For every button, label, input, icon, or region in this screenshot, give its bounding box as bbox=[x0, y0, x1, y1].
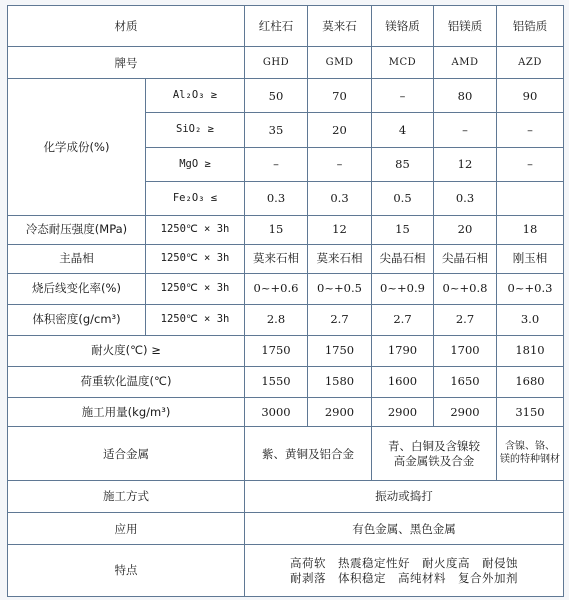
table-cell: 0.3 bbox=[308, 181, 372, 215]
table-cell: 1810 bbox=[497, 335, 564, 366]
composition-label: 化学成份(%) bbox=[8, 79, 146, 215]
table-cell: 0~+0.3 bbox=[497, 273, 564, 304]
table-cell: 1790 bbox=[372, 335, 434, 366]
table-cell: 1650 bbox=[434, 366, 497, 397]
table-cell: 1750 bbox=[308, 335, 372, 366]
metals-label: 适合金属 bbox=[8, 427, 245, 481]
table-cell: – bbox=[308, 147, 372, 181]
row-grade bbox=[8, 47, 564, 79]
metals-group-line: 青、白铜及含镍较 bbox=[388, 439, 480, 454]
metals-group-line: 高金属铁及合金 bbox=[393, 453, 475, 468]
table-cell: 2900 bbox=[308, 397, 372, 427]
thermal-label: 荷重软化温度(℃) bbox=[8, 366, 245, 397]
table-cell: 15 bbox=[245, 215, 308, 244]
property-label: 主晶相 bbox=[8, 244, 146, 273]
features-line: 高荷软 热震稳定性好 耐火度高 耐侵蚀 bbox=[290, 556, 518, 571]
features-value bbox=[245, 545, 564, 597]
table-cell: 20 bbox=[434, 215, 497, 244]
table-cell: 0.5 bbox=[372, 181, 434, 215]
thermal-label: 施工用量(kg/m³) bbox=[8, 397, 245, 427]
row-features bbox=[8, 545, 564, 597]
table-cell: 0.3 bbox=[434, 181, 497, 215]
material-name: 铝锆质 bbox=[497, 6, 564, 47]
table-cell: 50 bbox=[245, 79, 308, 113]
grade-label: 牌号 bbox=[8, 47, 245, 79]
property-label: 冷态耐压强度(MPa) bbox=[8, 215, 146, 244]
table-cell: – bbox=[372, 79, 434, 113]
table-cell: 80 bbox=[434, 79, 497, 113]
row-property bbox=[8, 215, 564, 244]
row-thermal bbox=[8, 335, 564, 366]
row-composition bbox=[8, 79, 564, 113]
component-label: Al₂O₃ ≥ bbox=[146, 79, 245, 113]
table-cell: 尖晶石相 bbox=[372, 244, 434, 273]
metals-group bbox=[372, 427, 497, 481]
construction-label: 施工方式 bbox=[8, 481, 245, 513]
material-label: 材质 bbox=[8, 6, 245, 47]
table-cell: 1750 bbox=[245, 335, 308, 366]
table-cell: 2900 bbox=[372, 397, 434, 427]
row-property bbox=[8, 273, 564, 304]
grade-code: AZD bbox=[497, 47, 564, 79]
table-cell: 4 bbox=[372, 113, 434, 147]
row-metals bbox=[8, 427, 564, 481]
metals-group-line: 含镍、铬、 bbox=[505, 441, 555, 453]
row-property bbox=[8, 304, 564, 335]
table-cell: – bbox=[434, 113, 497, 147]
table-cell: 0~+0.8 bbox=[434, 273, 497, 304]
table-cell: 3.0 bbox=[497, 304, 564, 335]
row-application bbox=[8, 513, 564, 545]
table-cell: 15 bbox=[372, 215, 434, 244]
application-value: 有色金属、黑色金属 bbox=[245, 513, 564, 545]
table-cell: – bbox=[497, 113, 564, 147]
table-cell: 20 bbox=[308, 113, 372, 147]
table-cell: 90 bbox=[497, 79, 564, 113]
application-label: 应用 bbox=[8, 513, 245, 545]
table-cell bbox=[497, 181, 564, 215]
table-cell: 1680 bbox=[497, 366, 564, 397]
table-cell: 12 bbox=[308, 215, 372, 244]
table-cell: 3150 bbox=[497, 397, 564, 427]
row-construction bbox=[8, 481, 564, 513]
features-label: 特点 bbox=[8, 545, 245, 597]
table-cell: 2.7 bbox=[372, 304, 434, 335]
condition-label: 1250℃ × 3h bbox=[146, 215, 245, 244]
table-cell: 1600 bbox=[372, 366, 434, 397]
construction-value: 振动或捣打 bbox=[245, 481, 564, 513]
condition-label: 1250℃ × 3h bbox=[146, 244, 245, 273]
table-cell: 2.7 bbox=[434, 304, 497, 335]
features-line: 耐剥落 体积稳定 高纯材料 复合外加剂 bbox=[290, 570, 518, 585]
table-cell: 18 bbox=[497, 215, 564, 244]
table-cell: 莫来石相 bbox=[308, 244, 372, 273]
material-name: 铝镁质 bbox=[434, 6, 497, 47]
table-cell: 尖晶石相 bbox=[434, 244, 497, 273]
table-cell: 莫来石相 bbox=[245, 244, 308, 273]
component-label: MgO ≥ bbox=[146, 147, 245, 181]
table-cell: 1700 bbox=[434, 335, 497, 366]
table-cell: 2.7 bbox=[308, 304, 372, 335]
metals-group-line: 镁的特种钢材 bbox=[500, 453, 560, 465]
table-cell: 70 bbox=[308, 79, 372, 113]
condition-label: 1250℃ × 3h bbox=[146, 304, 245, 335]
table-cell: 0.3 bbox=[245, 181, 308, 215]
metals-group: 紫、黄铜及铝合金 bbox=[245, 427, 372, 481]
table-cell: 1550 bbox=[245, 366, 308, 397]
table-cell: 0~+0.5 bbox=[308, 273, 372, 304]
grade-code: GHD bbox=[245, 47, 308, 79]
material-name: 镁铬质 bbox=[372, 6, 434, 47]
row-thermal bbox=[8, 397, 564, 427]
condition-label: 1250℃ × 3h bbox=[146, 273, 245, 304]
row-material bbox=[8, 6, 564, 47]
table-cell: 3000 bbox=[245, 397, 308, 427]
table-cell: 85 bbox=[372, 147, 434, 181]
component-label: Fe₂O₃ ≤ bbox=[146, 181, 245, 215]
grade-code: GMD bbox=[308, 47, 372, 79]
refractory-spec-table bbox=[7, 5, 564, 597]
property-label: 烧后线变化率(%) bbox=[8, 273, 146, 304]
table-cell: – bbox=[245, 147, 308, 181]
material-name: 莫来石 bbox=[308, 6, 372, 47]
component-label: SiO₂ ≥ bbox=[146, 113, 245, 147]
table-cell: 0~+0.9 bbox=[372, 273, 434, 304]
table-cell: 0~+0.6 bbox=[245, 273, 308, 304]
row-property bbox=[8, 244, 564, 273]
property-label: 体积密度(g/cm³) bbox=[8, 304, 146, 335]
grade-code: MCD bbox=[372, 47, 434, 79]
row-thermal bbox=[8, 366, 564, 397]
metals-group bbox=[497, 427, 564, 481]
table-cell: 35 bbox=[245, 113, 308, 147]
thermal-label: 耐火度(℃) ≥ bbox=[8, 335, 245, 366]
table-cell: 1580 bbox=[308, 366, 372, 397]
table-cell: 2.8 bbox=[245, 304, 308, 335]
table-cell: 2900 bbox=[434, 397, 497, 427]
material-name: 红柱石 bbox=[245, 6, 308, 47]
table-cell: 12 bbox=[434, 147, 497, 181]
grade-code: AMD bbox=[434, 47, 497, 79]
table-cell: – bbox=[497, 147, 564, 181]
table-cell: 刚玉相 bbox=[497, 244, 564, 273]
